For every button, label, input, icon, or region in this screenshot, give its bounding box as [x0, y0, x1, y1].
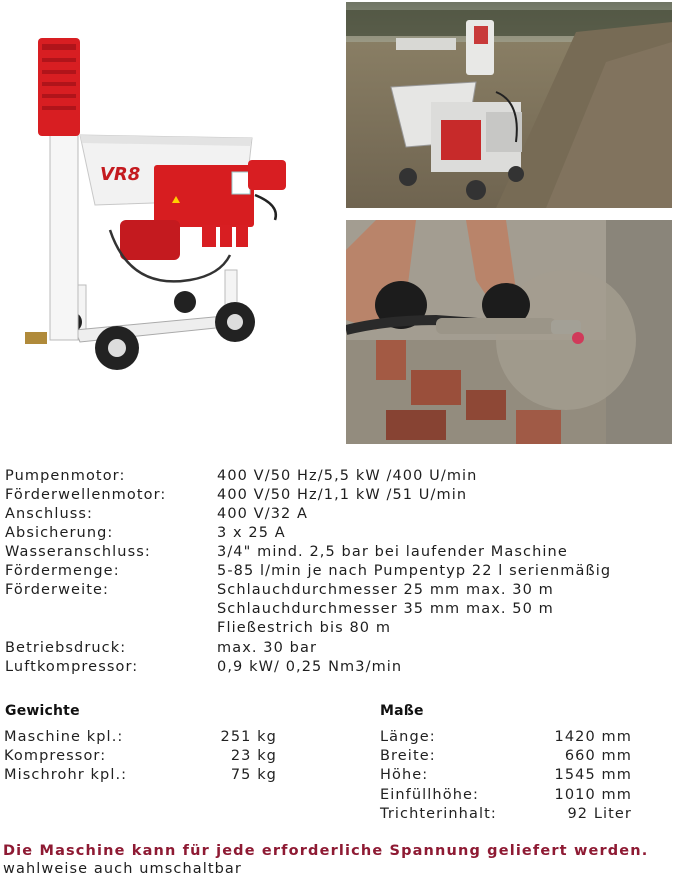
weight-label: Kompressor:	[4, 748, 107, 764]
spec-label: Betriebsdruck:	[5, 640, 127, 656]
vr8-logo: VR8	[100, 164, 141, 185]
spec-value: 400 V/50 Hz/5,5 kW /400 U/min	[217, 468, 478, 484]
spec-label: Pumpenmotor:	[5, 468, 126, 484]
dimension-label: Länge:	[380, 729, 436, 745]
dimension-value: 1010 mm	[554, 787, 632, 803]
dimension-value: 92 Liter	[567, 806, 632, 822]
weights-heading: Gewichte	[5, 703, 80, 719]
photo-machine-on-site	[346, 2, 672, 208]
dimension-label: Breite:	[380, 748, 436, 764]
spec-label: Absicherung:	[5, 525, 114, 541]
photo-spraying-plaster	[346, 220, 672, 444]
dimension-label: Einfüllhöhe:	[380, 787, 479, 803]
dimensions-heading: Maße	[380, 703, 424, 719]
spec-label: Wasseranschluss:	[5, 544, 151, 560]
voltage-notice: Die Maschine kann für jede erforderliche Spannung geliefert werden.	[3, 843, 649, 859]
dimension-value: 1545 mm	[554, 767, 632, 783]
spec-value: Fließestrich bis 80 m	[217, 620, 392, 636]
spec-label: Fördermenge:	[5, 563, 120, 579]
spec-value: 400 V/32 A	[217, 506, 309, 522]
dimension-label: Trichterinhalt:	[380, 806, 497, 822]
spec-value: Schlauchdurchmesser 35 mm max. 50 m	[217, 601, 554, 617]
spec-value: max. 30 bar	[217, 640, 318, 656]
dimension-value: 660 mm	[564, 748, 632, 764]
spec-label: Anschluss:	[5, 506, 94, 522]
dimension-value: 1420 mm	[554, 729, 632, 745]
weight-value: 251 kg	[220, 729, 277, 745]
voltage-subnote: wahlweise auch umschaltbar	[3, 861, 242, 877]
dimension-label: Höhe:	[380, 767, 429, 783]
spec-value: 0,9 kW/ 0,25 Nm3/min	[217, 659, 403, 675]
spec-value: 5-85 l/min je nach Pumpentyp 22 l serienmäßig	[217, 563, 612, 579]
weight-value: 75 kg	[230, 767, 277, 783]
spec-label: Förderwellenmotor:	[5, 487, 167, 503]
spec-label: Luftkompressor:	[5, 659, 139, 675]
product-photo-machine	[20, 30, 295, 375]
spec-value: 400 V/50 Hz/1,1 kW /51 U/min	[217, 487, 468, 503]
spec-value: Schlauchdurchmesser 25 mm max. 30 m	[217, 582, 554, 598]
weight-label: Mischrohr kpl.:	[4, 767, 128, 783]
weight-label: Maschine kpl.:	[4, 729, 124, 745]
spec-value: 3/4" mind. 2,5 bar bei laufender Maschine	[217, 544, 568, 560]
spec-label: Förderweite:	[5, 582, 109, 598]
weight-value: 23 kg	[230, 748, 277, 764]
spec-value: 3 x 25 A	[217, 525, 286, 541]
